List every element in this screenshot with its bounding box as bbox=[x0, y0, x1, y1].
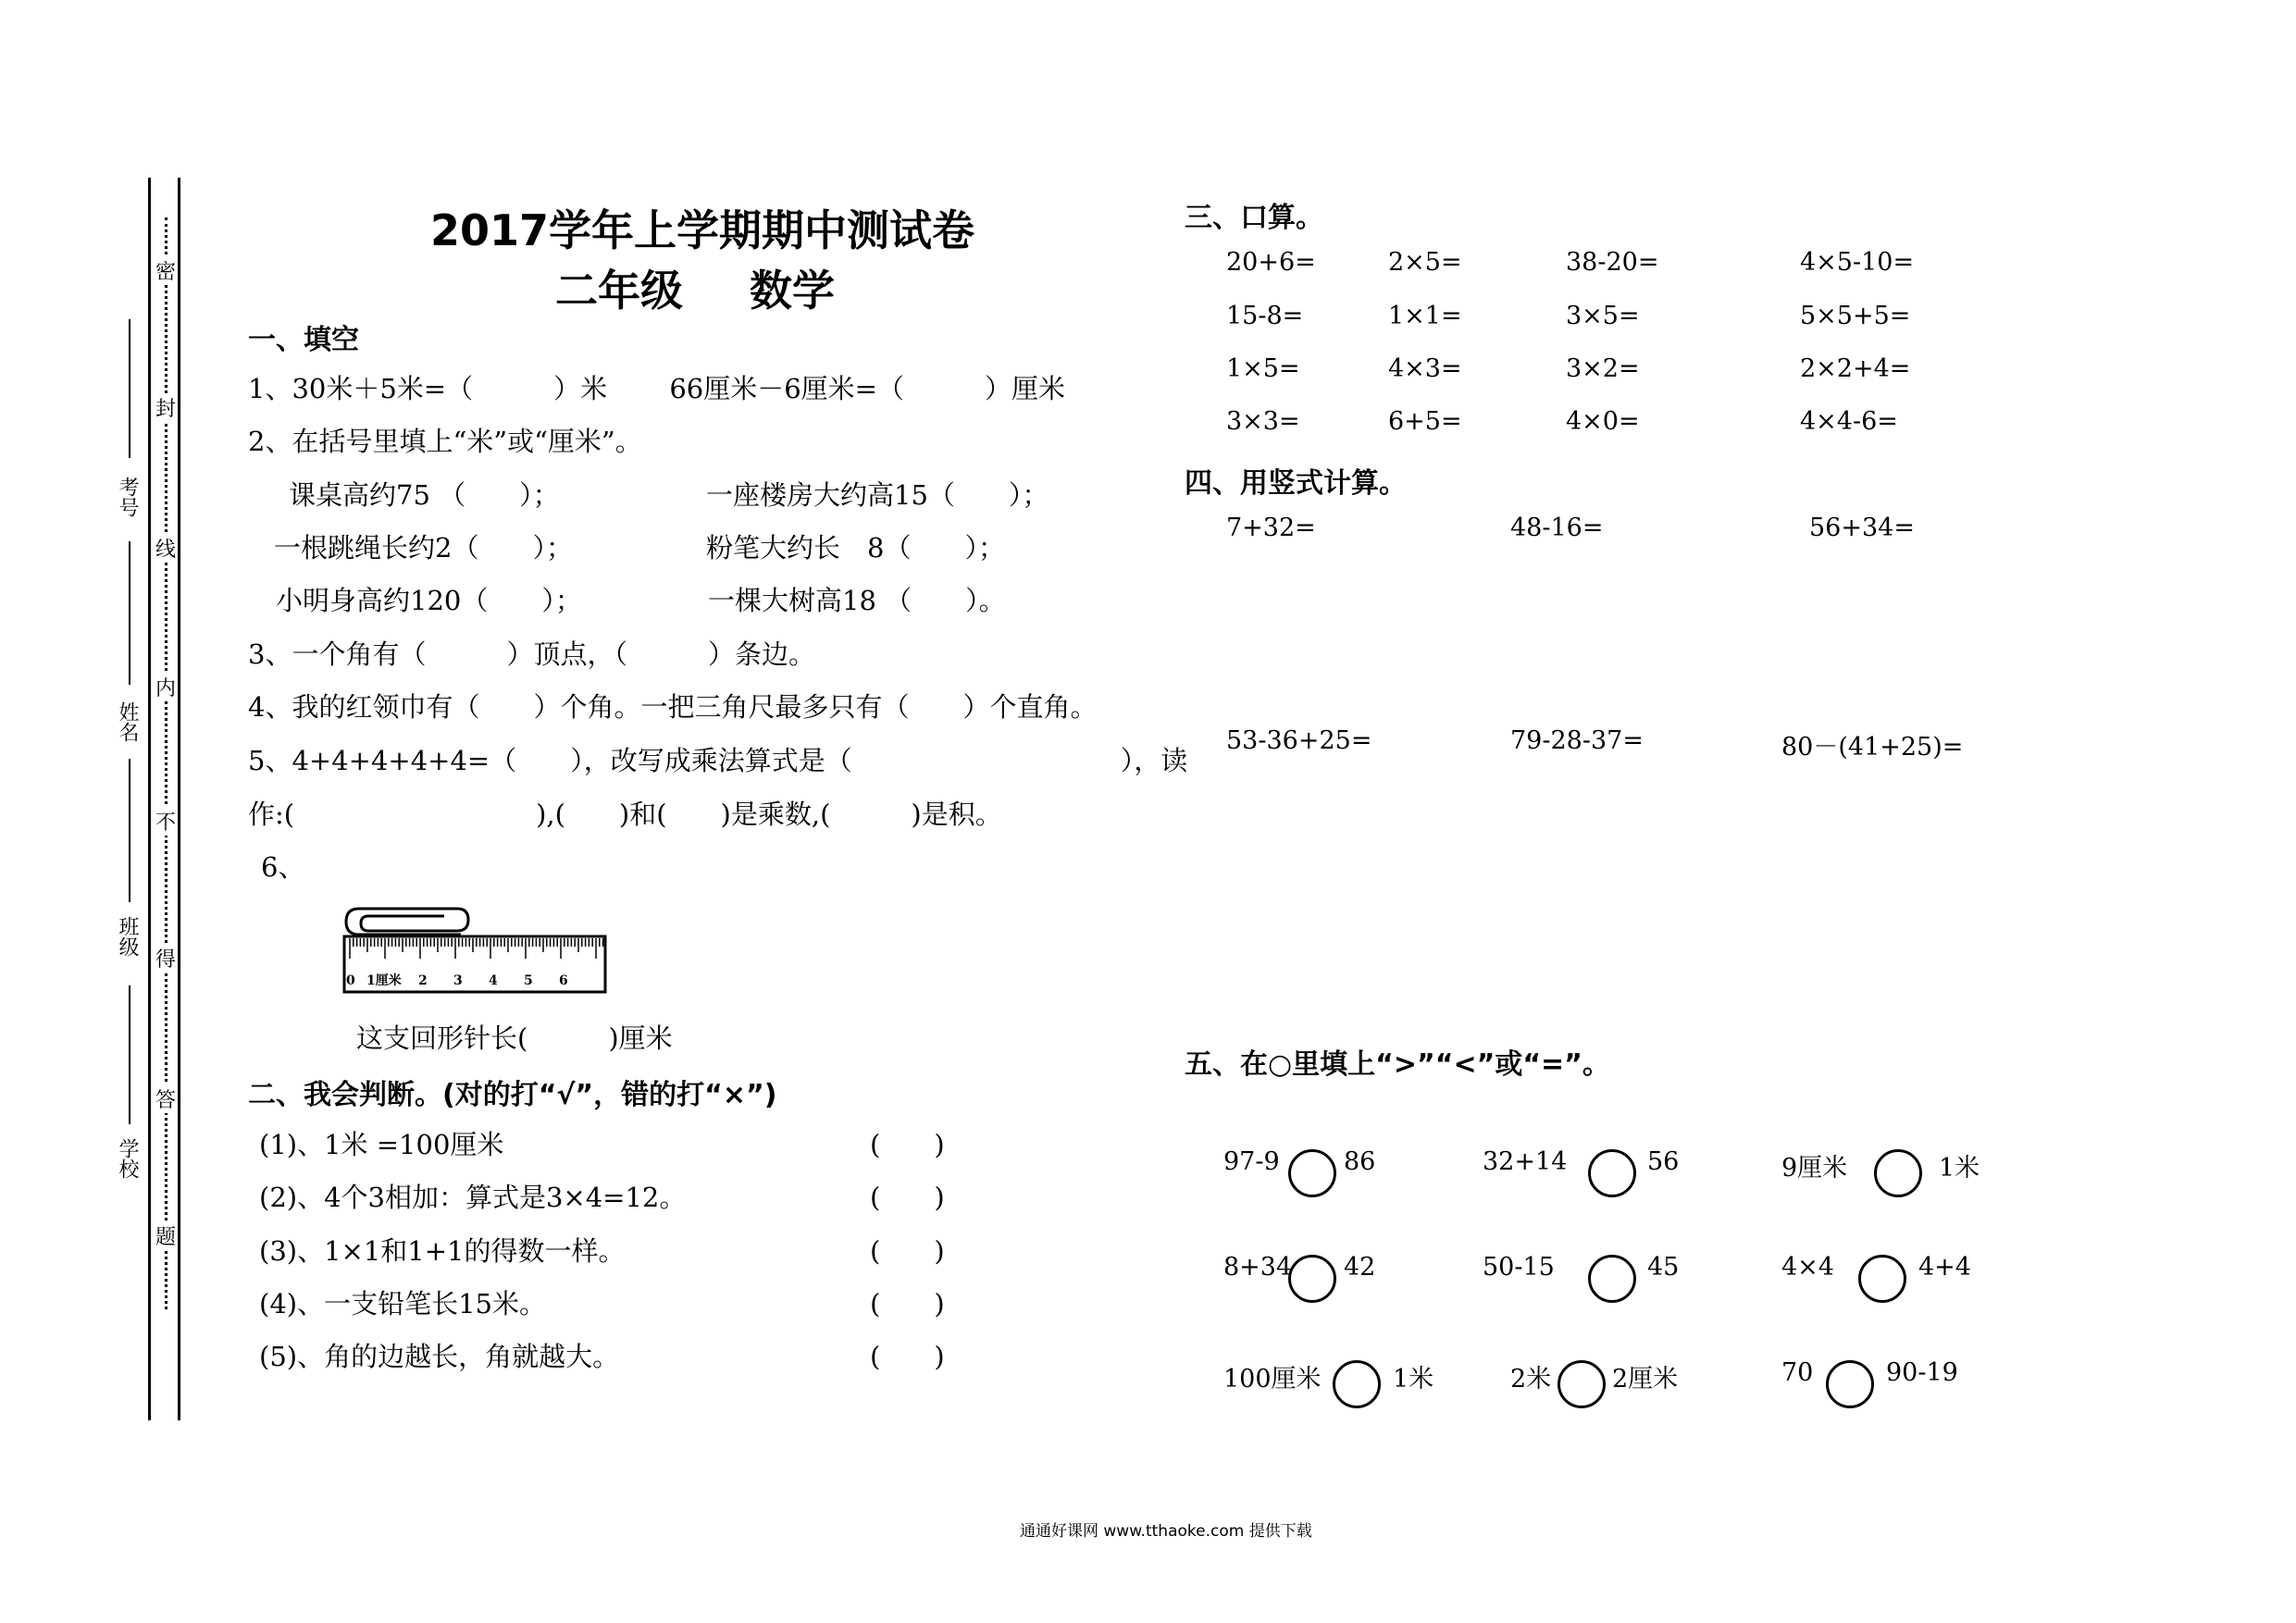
question-2d: 粉笔大约长 8（ ）； bbox=[706, 532, 1005, 564]
oral-calc-item: 38-20= bbox=[1566, 248, 1659, 277]
compare-answer-circle[interactable] bbox=[1826, 1360, 1874, 1408]
judge-item-3: (3)、1×1和1+1的得数一样。 bbox=[259, 1235, 626, 1267]
compare-left-value: 32+14 bbox=[1483, 1147, 1568, 1176]
compare-left-value: 4×4 bbox=[1781, 1253, 1834, 1282]
compare-right-value: 90-19 bbox=[1886, 1358, 1958, 1387]
compare-left-value: 8+34 bbox=[1223, 1253, 1293, 1282]
compare-answer-circle[interactable] bbox=[1288, 1255, 1336, 1303]
compare-answer-circle[interactable] bbox=[1558, 1360, 1606, 1408]
ruler-tick-label: 1厘米 bbox=[366, 973, 402, 988]
exam-subject: 数学 bbox=[750, 266, 835, 316]
compare-right-value: 1米 bbox=[1393, 1365, 1434, 1394]
section3-heading: 三、口算。 bbox=[1185, 202, 1323, 234]
question-2b: 一座楼房大约高15（ ）； bbox=[706, 479, 1049, 511]
compare-answer-circle[interactable] bbox=[1333, 1360, 1381, 1408]
seal-char: 密 bbox=[155, 256, 176, 285]
compare-left-value: 2米 bbox=[1510, 1365, 1552, 1394]
compare-right-value: 56 bbox=[1647, 1147, 1680, 1176]
compare-left-value: 9厘米 bbox=[1781, 1154, 1848, 1183]
oral-calc-item: 2×5= bbox=[1388, 248, 1462, 277]
judge-bracket-2[interactable]: ( ) bbox=[870, 1182, 945, 1213]
compare-left-value: 97-9 bbox=[1223, 1147, 1280, 1176]
section2-heading: 二、我会判断。(对的打“√”，错的打“×”) bbox=[248, 1079, 777, 1111]
compare-answer-circle[interactable] bbox=[1874, 1149, 1922, 1197]
oral-calc-item: 1×5= bbox=[1226, 354, 1300, 383]
section1-heading: 一、填空 bbox=[248, 324, 359, 356]
ruler-tick-label: 6 bbox=[559, 973, 568, 988]
compare-answer-circle[interactable] bbox=[1858, 1255, 1906, 1303]
binding-line-outer bbox=[148, 178, 151, 1420]
section4-heading: 四、用竖式计算。 bbox=[1185, 467, 1407, 500]
oral-calc-item: 6+5= bbox=[1388, 407, 1462, 436]
seal-char: 题 bbox=[155, 1221, 176, 1250]
vertical-calc-item: 56+34= bbox=[1809, 514, 1915, 542]
oral-calc-item: 4×0= bbox=[1566, 407, 1640, 436]
compare-right-value: 1米 bbox=[1939, 1154, 1980, 1183]
compare-answer-circle[interactable] bbox=[1288, 1149, 1336, 1197]
seal-char: 内 bbox=[155, 673, 176, 701]
question-2: 2、在括号里填上“米”或“厘米”。 bbox=[248, 426, 642, 457]
ruler-tick-label: 5 bbox=[524, 973, 533, 988]
oral-calc-item: 3×5= bbox=[1566, 302, 1640, 330]
judge-item-5: (5)、角的边越长，角就越大。 bbox=[259, 1341, 620, 1372]
oral-calc-item: 4×3= bbox=[1388, 354, 1462, 383]
oral-calc-item: 3×2= bbox=[1566, 354, 1640, 383]
judge-item-4: (4)、一支铅笔长15米。 bbox=[259, 1288, 546, 1319]
binding-field-name: 姓名 bbox=[116, 701, 139, 742]
oral-calc-item: 5×5+5= bbox=[1800, 302, 1911, 330]
judge-bracket-1[interactable]: ( ) bbox=[870, 1129, 945, 1160]
judge-bracket-5[interactable]: ( ) bbox=[870, 1341, 945, 1372]
section5-heading: 五、在○里填上“>”“<”或“=”。 bbox=[1185, 1048, 1610, 1081]
oral-calc-item: 1×1= bbox=[1388, 302, 1462, 330]
oral-calc-item: 15-8= bbox=[1226, 302, 1304, 330]
compare-left-value: 70 bbox=[1781, 1358, 1814, 1387]
oral-calc-item: 20+6= bbox=[1226, 248, 1316, 277]
question-2e: 小明身高约120（ ）； bbox=[276, 585, 582, 616]
question-4: 4、我的红领巾有（ ）个角。一把三角尺最多只有（ ）个直角。 bbox=[248, 691, 1098, 723]
ruler-tick-label: 0 bbox=[346, 973, 355, 988]
question-3: 3、一个角有（ ）顶点，（ ）条边。 bbox=[248, 638, 815, 670]
judge-bracket-4[interactable]: ( ) bbox=[870, 1288, 945, 1319]
oral-calc-item: 3×3= bbox=[1226, 407, 1300, 436]
compare-left-value: 100厘米 bbox=[1223, 1365, 1322, 1394]
vertical-calc-item: 80－(41+25)= bbox=[1781, 733, 1964, 762]
question-5-line2: 作:( ),( )和( )是乘数,( )是积。 bbox=[248, 799, 1002, 830]
judge-item-2: (2)、4个3相加：算式是3×4=12。 bbox=[259, 1182, 687, 1213]
compare-right-value: 4+4 bbox=[1918, 1253, 1971, 1282]
compare-right-value: 45 bbox=[1647, 1253, 1680, 1282]
seal-char: 线 bbox=[155, 534, 176, 563]
question-6-text: 这支回形针长( )厘米 bbox=[356, 1022, 673, 1054]
binding-field-class: 班级 bbox=[116, 916, 139, 957]
oral-calc-item: 2×2+4= bbox=[1800, 354, 1911, 383]
judge-bracket-3[interactable]: ( ) bbox=[870, 1235, 945, 1267]
seal-char: 封 bbox=[155, 393, 176, 422]
footer-credit: 通通好课网 www.tthaoke.com 提供下载 bbox=[1020, 1522, 1312, 1541]
oral-calc-item: 4×5-10= bbox=[1800, 248, 1915, 277]
compare-answer-circle[interactable] bbox=[1588, 1255, 1636, 1303]
question-6: 6、 bbox=[261, 851, 305, 883]
vertical-calc-item: 48-16= bbox=[1510, 514, 1604, 542]
seal-char: 不 bbox=[155, 807, 176, 836]
binding-field-exam-number: 考号 bbox=[116, 477, 139, 517]
ruler-tick-label: 2 bbox=[418, 973, 428, 988]
question-2c: 一根跳绳长约2（ ）； bbox=[274, 532, 573, 564]
binding-blank-class bbox=[129, 759, 130, 902]
question-1: 1、30米＋5米=（ ）米 66厘米－6厘米=（ ）厘米 bbox=[248, 373, 1065, 404]
compare-right-value: 86 bbox=[1344, 1147, 1376, 1176]
exam-title: 2017学年上学期期中测试卷 bbox=[430, 205, 975, 255]
ruler-paperclip-figure bbox=[342, 896, 611, 997]
exam-grade: 二年级 bbox=[555, 266, 683, 316]
binding-line-inner bbox=[178, 178, 180, 1420]
binding-field-school: 学校 bbox=[116, 1138, 139, 1179]
oral-calc-item: 4×4-6= bbox=[1800, 407, 1898, 436]
seal-char: 得 bbox=[155, 944, 176, 973]
question-2f: 一棵大树高18 （ ）。 bbox=[708, 585, 1006, 616]
judge-item-1: (1)、1米 =100厘米 bbox=[259, 1129, 504, 1160]
compare-left-value: 50-15 bbox=[1483, 1253, 1555, 1282]
vertical-calc-item: 53-36+25= bbox=[1226, 726, 1372, 755]
ruler-tick-label: 3 bbox=[453, 973, 463, 988]
compare-right-value: 2厘米 bbox=[1612, 1365, 1679, 1394]
binding-blank-name bbox=[129, 541, 130, 685]
vertical-calc-item: 79-28-37= bbox=[1510, 726, 1644, 755]
paperclip-icon bbox=[346, 909, 468, 935]
compare-right-value: 42 bbox=[1344, 1253, 1376, 1282]
ruler-tick-label: 4 bbox=[489, 973, 498, 988]
question-2a: 课桌高约75 （ ）； bbox=[289, 479, 560, 511]
seal-dotted-line bbox=[165, 217, 168, 1309]
binding-blank-exam-number bbox=[129, 319, 130, 458]
compare-answer-circle[interactable] bbox=[1588, 1149, 1636, 1197]
binding-blank-school bbox=[129, 985, 130, 1124]
question-5-line1: 5、4+4+4+4+4=（ ），改写成乘法算式是（ ），读 bbox=[248, 745, 1188, 776]
vertical-calc-item: 7+32= bbox=[1226, 514, 1316, 542]
seal-char: 答 bbox=[155, 1084, 176, 1113]
